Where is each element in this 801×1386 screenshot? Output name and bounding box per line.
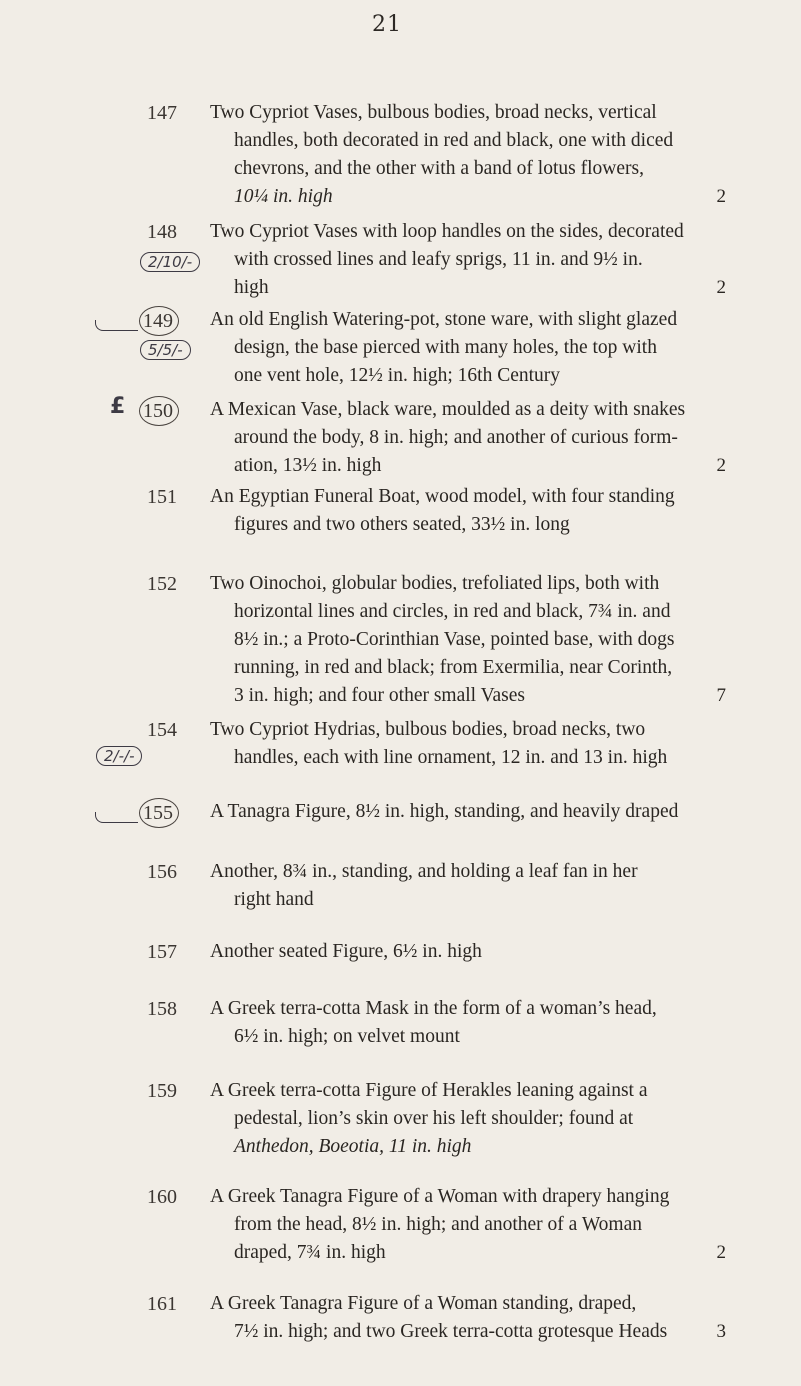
lot-line: pedestal, lion’s skin over his left shoulder; found at [234, 1108, 634, 1129]
lot-line: A Greek terra-cotta Mask in the form of a woman’s head, [210, 998, 657, 1019]
page-number: 21 [372, 12, 402, 37]
lot-number: 155 [139, 798, 179, 828]
lot-number: 158 [147, 998, 177, 1020]
lot-description [210, 570, 730, 710]
lot-description [210, 99, 730, 211]
lot-line: handles, both decorated in red and black, one with diced [234, 130, 674, 151]
lot-description [210, 306, 730, 390]
lot-line: A Greek Tanagra Figure of a Woman with drapery hanging [210, 1186, 670, 1207]
lot-description [210, 483, 730, 539]
lot-number: 159 [147, 1080, 177, 1102]
lot-number: 160 [147, 1186, 177, 1208]
lot-line: high [234, 277, 269, 298]
lot-number: 156 [147, 861, 177, 883]
handwritten-bracket [95, 812, 138, 823]
lot-line: from the head, 8½ in. high; and another of a Woman [234, 1214, 643, 1235]
lot-description [210, 218, 730, 302]
lot-description [210, 798, 730, 826]
lot-line: Two Cypriot Hydrias, bulbous bodies, broad necks, two [210, 719, 646, 740]
lot-quantity: 7 [716, 685, 726, 706]
lot-line: A Greek terra-cotta Figure of Herakles leaning against a [210, 1080, 648, 1101]
lot-quantity: 2 [716, 186, 726, 207]
lot-description [210, 396, 730, 480]
lot-quantity: 2 [716, 1242, 726, 1263]
lot-description [210, 716, 730, 772]
lot-line: ation, 13½ in. high [234, 455, 382, 476]
lot-line: Two Oinochoi, globular bodies, trefoliated lips, both with [210, 573, 660, 594]
lot-line: horizontal lines and circles, in red and black, 7¾ in. and [234, 601, 671, 622]
lot-number: 148 [147, 221, 177, 243]
lot-line: around the body, 8 in. high; and another of curious form- [234, 427, 678, 448]
lot-line: with crossed lines and leafy sprigs, 11 in. and 9½ in. [234, 249, 643, 270]
lot-quantity: 2 [716, 277, 726, 298]
lot-line: handles, each with line ornament, 12 in. and 13 in. high [234, 747, 668, 768]
lot-description [210, 995, 730, 1051]
lot-number: 154 [147, 719, 177, 741]
lot-line: draped, 7¾ in. high [234, 1242, 386, 1263]
lot-number: 157 [147, 941, 177, 963]
handwritten-price-annotation: 2/10/- [140, 252, 200, 272]
lot-line: Another seated Figure, 6½ in. high [210, 941, 482, 962]
lot-line: Anthedon, Boeotia, 11 in. high [234, 1136, 472, 1157]
lot-number: 149 [139, 306, 179, 336]
lot-description [210, 1290, 730, 1346]
lot-description [210, 1077, 730, 1161]
lot-number: 147 [147, 102, 177, 124]
lot-number: 150 [139, 396, 179, 426]
handwritten-mark: £ [110, 394, 126, 419]
lot-line: A Tanagra Figure, 8½ in. high, standing, and heavily draped [210, 801, 679, 822]
lot-line: one vent hole, 12½ in. high; 16th Century [234, 365, 561, 386]
lot-description [210, 858, 730, 914]
lot-number: 152 [147, 573, 177, 595]
lot-number: 151 [147, 486, 177, 508]
lot-number: 161 [147, 1293, 177, 1315]
lot-line: figures and two others seated, 33½ in. long [234, 514, 570, 535]
lot-line: right hand [234, 889, 314, 910]
lot-line: running, in red and black; from Exermilia, near Corinth, [234, 657, 673, 678]
handwritten-price-annotation: 5/5/- [140, 340, 191, 360]
handwritten-price-annotation: 2/-/- [96, 746, 142, 766]
lot-line: chevrons, and the other with a band of lotus flowers, [234, 158, 644, 179]
lot-description [210, 1183, 730, 1267]
lot-description [210, 938, 730, 966]
lot-line: An old English Watering-pot, stone ware, with slight glazed [210, 309, 678, 330]
lot-quantity: 2 [716, 455, 726, 476]
lot-line: 10¼ in. high [234, 186, 333, 207]
handwritten-bracket [95, 320, 138, 331]
lot-quantity: 3 [716, 1321, 726, 1342]
lot-line: 8½ in.; a Proto-Corinthian Vase, pointed base, with dogs [234, 629, 675, 650]
lot-line: A Mexican Vase, black ware, moulded as a deity with snakes [210, 399, 686, 420]
lot-line: 3 in. high; and four other small Vases [234, 685, 526, 706]
lot-line: Another, 8¾ in., standing, and holding a leaf fan in her [210, 861, 638, 882]
lot-line: Two Cypriot Vases with loop handles on the sides, decorated [210, 221, 684, 242]
lot-line: 7½ in. high; and two Greek terra-cotta grotesque Heads [234, 1321, 668, 1342]
lot-line: design, the base pierced with many holes, the top with [234, 337, 657, 358]
lot-line: 6½ in. high; on velvet mount [234, 1026, 460, 1047]
lot-line: A Greek Tanagra Figure of a Woman standing, draped, [210, 1293, 637, 1314]
lot-line: Two Cypriot Vases, bulbous bodies, broad necks, vertical [210, 102, 657, 123]
lot-line: An Egyptian Funeral Boat, wood model, with four standing [210, 486, 675, 507]
